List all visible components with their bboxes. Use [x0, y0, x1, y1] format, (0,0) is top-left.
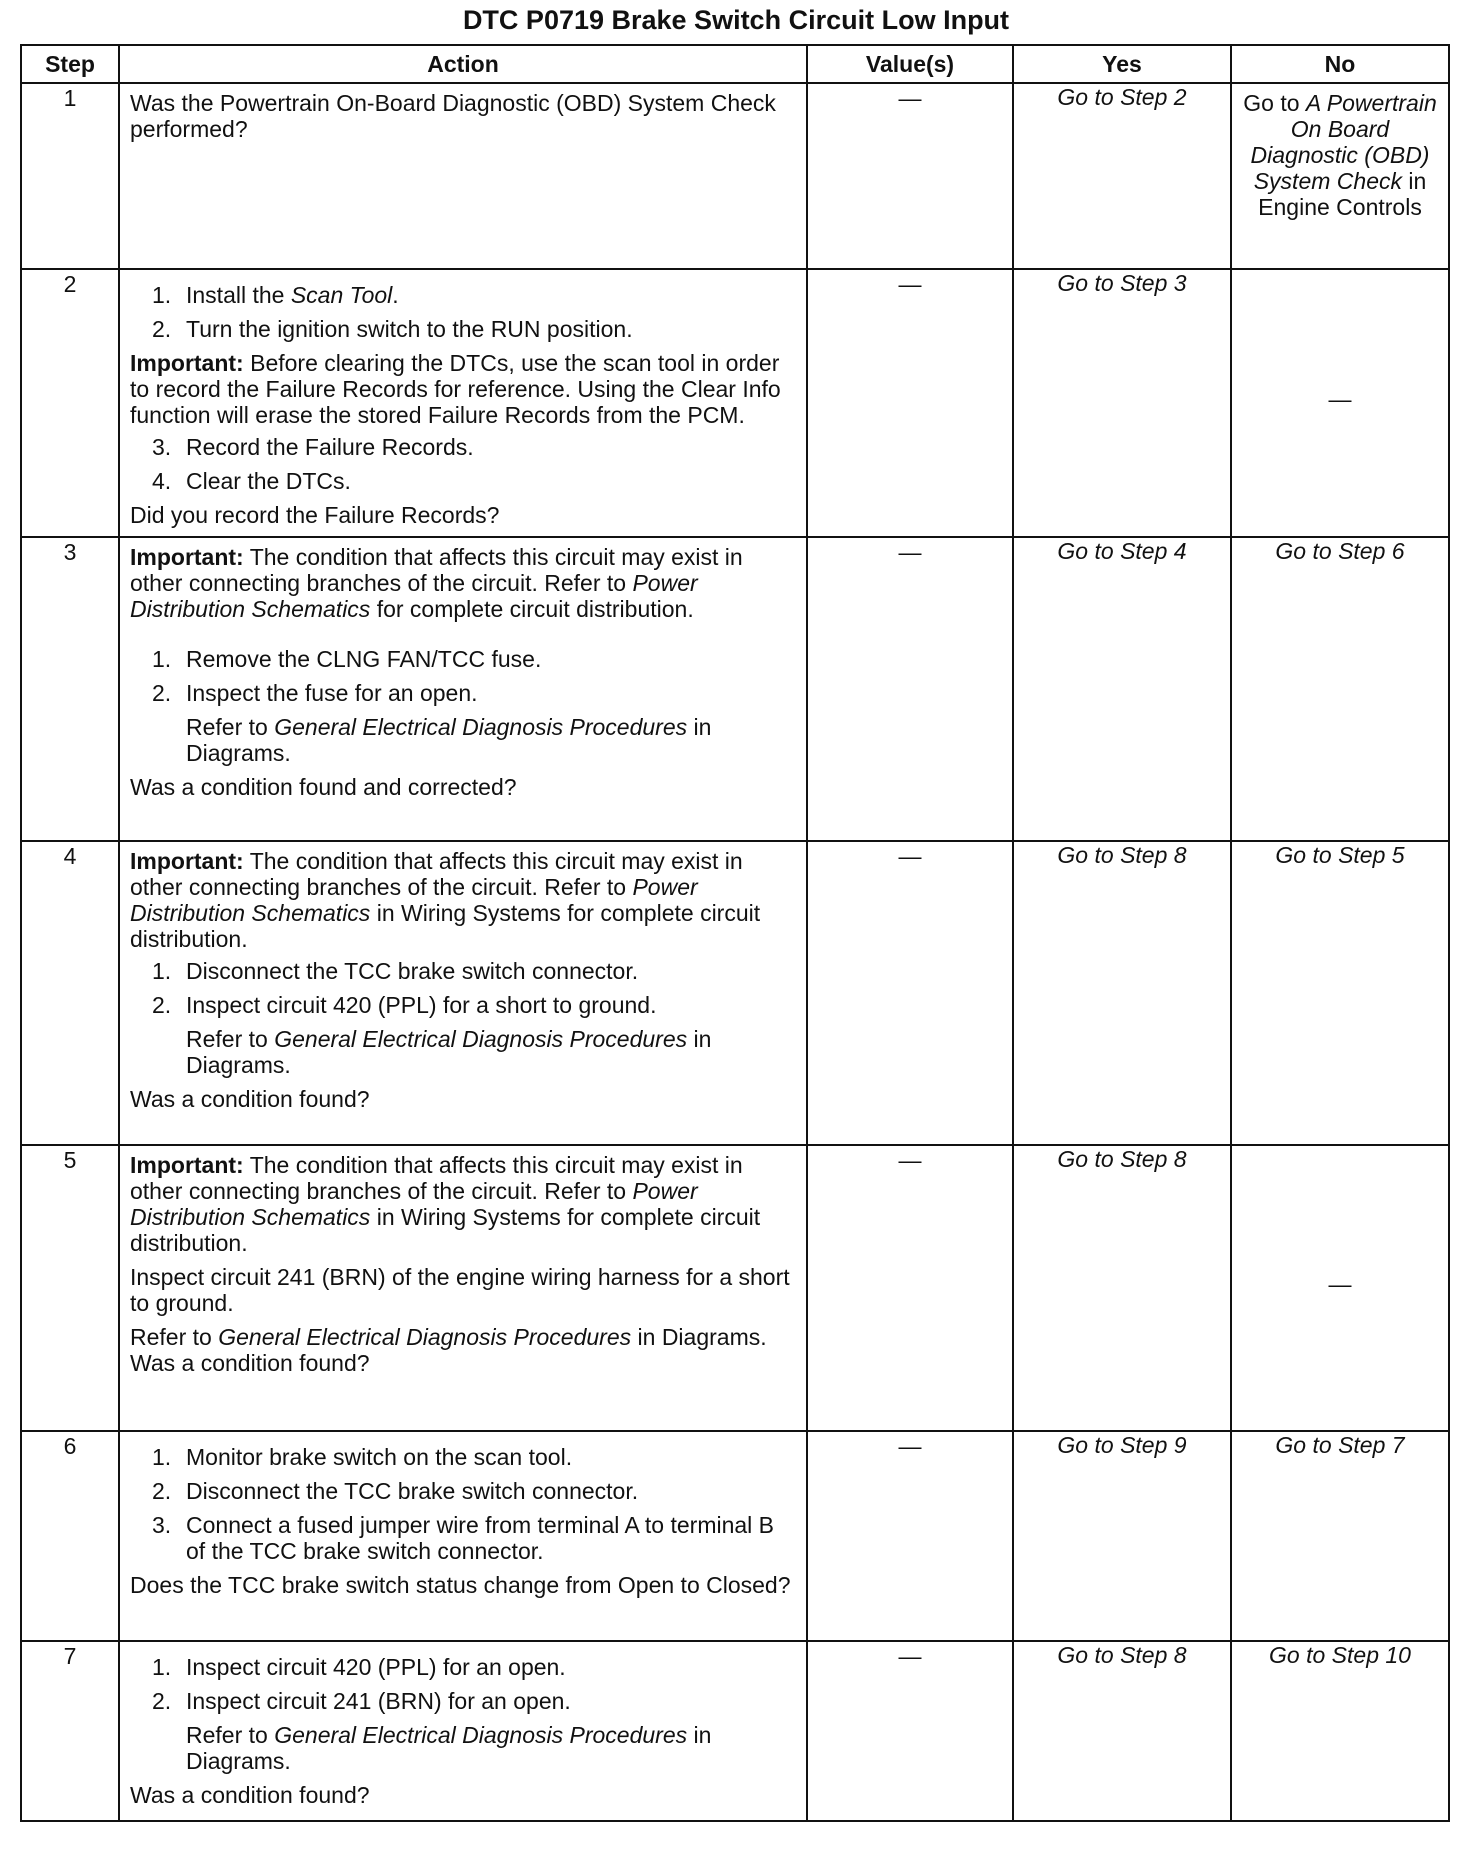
item-number: 2.	[152, 680, 172, 706]
list-item	[130, 282, 796, 308]
item-number: 2.	[152, 316, 172, 342]
value-cell	[807, 83, 1013, 269]
item-number: 1.	[152, 1654, 172, 1680]
reference-text: Refer to	[186, 1026, 275, 1052]
reference-note	[130, 1026, 796, 1078]
table-row	[21, 83, 1449, 269]
item-number: 2.	[152, 1478, 172, 1504]
reference-text: in Diagrams.	[186, 1026, 712, 1078]
value-cell	[807, 1641, 1013, 1821]
table-row	[21, 841, 1449, 1145]
reference-text: Refer to	[130, 1324, 219, 1350]
no-text-suffix: in Engine Controls	[1258, 168, 1427, 220]
action-cell	[119, 537, 807, 841]
question-text: Did you record the Failure Records?	[130, 502, 500, 528]
list-item	[130, 992, 796, 1018]
procedure-list	[130, 434, 796, 494]
question-text: Was a condition found?	[130, 1782, 370, 1808]
step-number: 5	[21, 1145, 119, 1431]
item-text: Inspect circuit 420 (PPL) for a short to ground.	[186, 992, 657, 1018]
no-cell: Go to Step 10	[1231, 1641, 1449, 1821]
yes-cell: Go to Step 2	[1013, 83, 1231, 269]
list-item	[130, 468, 796, 494]
reference-text: Refer to	[186, 714, 275, 740]
header-values: Value(s)	[807, 45, 1013, 83]
yes-cell: Go to Step 3	[1013, 269, 1231, 537]
no-text-prefix: Go to	[1243, 90, 1306, 116]
step-number: 7	[21, 1641, 119, 1821]
item-text: Disconnect the TCC brake switch connector.	[186, 1478, 639, 1504]
dash-mark: —	[898, 85, 922, 111]
important-text: in Wiring Systems for complete circuit distribution.	[130, 1204, 761, 1256]
no-cell	[1231, 269, 1449, 537]
dash-mark: —	[898, 539, 922, 565]
step-number: 2	[21, 269, 119, 537]
item-number: 4.	[152, 468, 172, 494]
header-row	[21, 45, 1449, 83]
no-cell: Go to Step 6	[1231, 537, 1449, 841]
item-emphasis: Scan Tool	[290, 282, 393, 308]
step-number: 3	[21, 537, 119, 841]
list-item	[130, 958, 796, 984]
value-cell	[807, 1145, 1013, 1431]
reference-note	[130, 714, 796, 766]
item-text: Record the Failure Records.	[186, 434, 474, 460]
procedure-list	[130, 282, 796, 342]
header-step: Step	[21, 45, 119, 83]
important-note	[130, 1152, 796, 1256]
item-text: Remove the CLNG FAN/TCC fuse.	[186, 646, 542, 672]
list-item	[130, 680, 796, 706]
diagnostic-table	[20, 44, 1450, 1822]
no-cell: Go to Step 7	[1231, 1431, 1449, 1641]
no-link-text: A Powertrain On Board Diagnostic (OBD) System Check	[1250, 90, 1437, 194]
value-cell	[807, 841, 1013, 1145]
reference-text: Refer to	[186, 1722, 275, 1748]
item-number: 2.	[152, 992, 172, 1018]
question-text: Was a condition found?	[130, 1086, 370, 1112]
item-text: Inspect circuit 241 (BRN) for an open.	[186, 1688, 571, 1714]
procedure-list	[130, 646, 796, 706]
important-label: Important:	[130, 350, 244, 376]
important-text: The condition that affects this circuit may exist in other connecting branches of the circuit. Refer to	[130, 1152, 743, 1204]
list-item	[130, 1654, 796, 1680]
important-text: Before clearing the DTCs, use the scan tool in order to record the Failure Records for reference. Using the Clear Info function will erase the stored Failure Records from the PCM.	[130, 350, 781, 428]
item-text: Monitor brake switch on the scan tool.	[186, 1444, 573, 1470]
reference-text: in Diagrams.	[631, 1324, 767, 1350]
value-cell	[807, 269, 1013, 537]
important-text: in Wiring Systems for complete circuit distribution.	[130, 900, 761, 952]
item-text: Turn the ignition switch to the RUN position.	[186, 316, 633, 342]
no-cell	[1231, 83, 1449, 269]
reference-text: in Diagrams.	[186, 1722, 712, 1774]
header-action: Action	[119, 45, 807, 83]
procedure-list	[130, 1654, 796, 1714]
item-number: 3.	[152, 1512, 172, 1538]
dash-mark: —	[898, 1643, 922, 1669]
item-text: .	[392, 282, 399, 308]
action-cell	[119, 83, 807, 269]
item-text: Connect a fused jumper wire from terminal A to terminal B of the TCC brake switch connector.	[186, 1512, 775, 1564]
important-text: The condition that affects this circuit may exist in other connecting branches of the circuit. Refer to	[130, 848, 743, 900]
table-row	[21, 1641, 1449, 1821]
question-text: Was a condition found and corrected?	[130, 774, 517, 800]
important-label: Important:	[130, 848, 244, 874]
header-yes: Yes	[1013, 45, 1231, 83]
step-number: 4	[21, 841, 119, 1145]
item-number: 1.	[152, 958, 172, 984]
list-item	[130, 434, 796, 460]
item-number: 3.	[152, 434, 172, 460]
item-number: 1.	[152, 1444, 172, 1470]
table-row	[21, 1431, 1449, 1641]
list-item	[130, 316, 796, 342]
dash-mark: —	[1328, 1271, 1352, 1297]
yes-cell: Go to Step 9	[1013, 1431, 1231, 1641]
value-cell	[807, 1431, 1013, 1641]
action-cell	[119, 1431, 807, 1641]
reference-emphasis: General Electrical Diagnosis Procedures	[218, 1324, 632, 1350]
reference-note	[130, 1722, 796, 1774]
item-text: Inspect circuit 420 (PPL) for an open.	[186, 1654, 566, 1680]
inspect-instruction: Inspect circuit 241 (BRN) of the engine wiring harness for a short to ground.	[130, 1264, 790, 1316]
important-emphasis: Power Distribution Schematics	[130, 1178, 698, 1230]
item-text: Install the	[186, 282, 291, 308]
action-cell	[119, 269, 807, 537]
important-note	[130, 544, 796, 622]
important-label: Important:	[130, 544, 244, 570]
list-item	[130, 1478, 796, 1504]
important-emphasis: Power Distribution Schematics	[130, 874, 698, 926]
item-text: Disconnect the TCC brake switch connector.	[186, 958, 639, 984]
yes-cell: Go to Step 8	[1013, 841, 1231, 1145]
list-item	[130, 1444, 796, 1470]
list-item	[130, 1512, 796, 1564]
important-emphasis: Power Distribution Schematics	[130, 570, 698, 622]
yes-cell: Go to Step 8	[1013, 1145, 1231, 1431]
dash-mark: —	[898, 271, 922, 297]
no-cell	[1231, 1145, 1449, 1431]
question-text: Was a condition found?	[130, 1350, 370, 1376]
reference-emphasis: General Electrical Diagnosis Procedures	[274, 1722, 688, 1748]
reference-emphasis: General Electrical Diagnosis Procedures	[274, 714, 688, 740]
dash-mark: —	[1328, 386, 1352, 412]
item-number: 1.	[152, 646, 172, 672]
step-number: 6	[21, 1431, 119, 1641]
table-row	[21, 269, 1449, 537]
reference-text: in Diagrams.	[186, 714, 712, 766]
item-number: 1.	[152, 282, 172, 308]
list-item	[130, 646, 796, 672]
item-text: Clear the DTCs.	[186, 468, 351, 494]
yes-cell: Go to Step 4	[1013, 537, 1231, 841]
list-item	[130, 1688, 796, 1714]
important-note	[130, 848, 796, 952]
action-cell	[119, 841, 807, 1145]
item-number: 2.	[152, 1688, 172, 1714]
yes-cell: Go to Step 8	[1013, 1641, 1231, 1821]
reference-note	[130, 1324, 796, 1350]
item-text: Inspect the fuse for an open.	[186, 680, 478, 706]
question-text: Was the Powertrain On-Board Diagnostic (OBD) System Check performed?	[130, 90, 776, 142]
action-cell	[119, 1641, 807, 1821]
dash-mark: —	[898, 1147, 922, 1173]
dash-mark: —	[898, 1433, 922, 1459]
important-label: Important:	[130, 1152, 244, 1178]
action-cell	[119, 1145, 807, 1431]
table-row	[21, 1145, 1449, 1431]
reference-emphasis: General Electrical Diagnosis Procedures	[274, 1026, 688, 1052]
important-note	[130, 350, 796, 428]
important-text: for complete circuit distribution.	[370, 596, 694, 622]
value-cell	[807, 537, 1013, 841]
no-cell: Go to Step 5	[1231, 841, 1449, 1145]
header-no: No	[1231, 45, 1449, 83]
procedure-list	[130, 1444, 796, 1564]
important-text: The condition that affects this circuit may exist in other connecting branches of the circuit. Refer to	[130, 544, 743, 596]
step-number: 1	[21, 83, 119, 269]
table-row	[21, 537, 1449, 841]
page-title: DTC P0719 Brake Switch Circuit Low Input	[462, 5, 1010, 35]
question-text: Does the TCC brake switch status change from Open to Closed?	[130, 1572, 791, 1598]
procedure-list	[130, 958, 796, 1018]
dash-mark: —	[898, 843, 922, 869]
